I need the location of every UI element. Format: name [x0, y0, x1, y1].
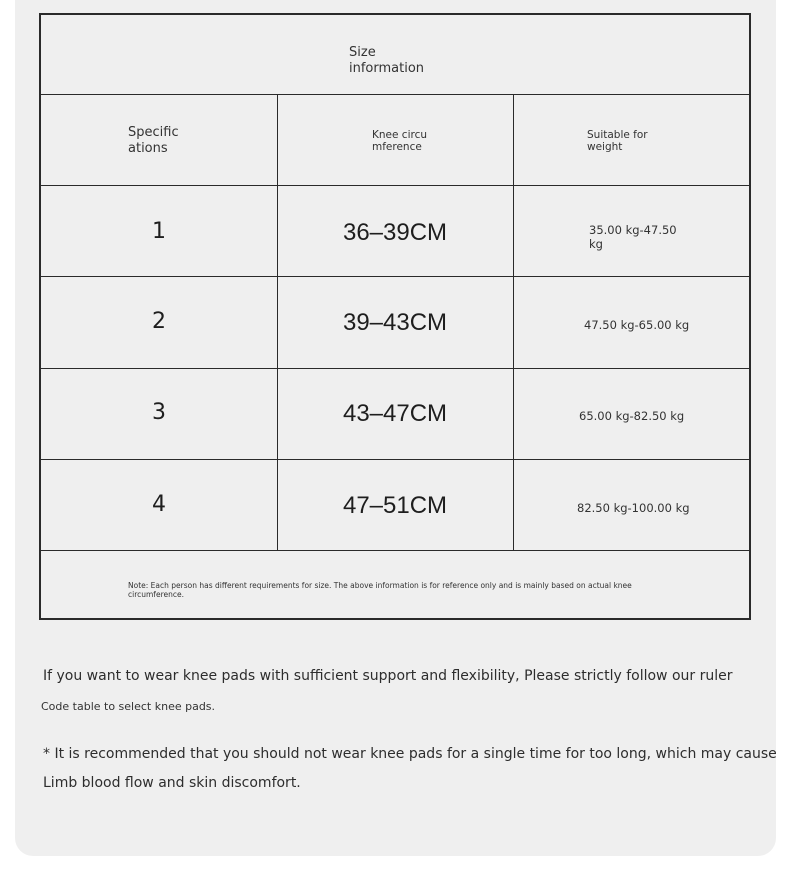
advice-line-3: * It is recommended that you should not wear knee pads for a single time for too long, which may cause — [43, 746, 777, 762]
table-divider — [41, 276, 749, 277]
table-note: Note: Each person has different requirements for size. The above information is for reference only and is mainly based on actual knee circumference. — [128, 581, 632, 599]
table-divider — [41, 550, 749, 551]
table-title: Size information — [349, 45, 425, 76]
row-3-knee: 43–47CM — [342, 400, 448, 427]
table-divider — [41, 185, 749, 186]
table-divider — [41, 459, 749, 460]
row-3-spec: 3 — [152, 400, 166, 425]
row-1-knee: 36–39CM — [342, 219, 448, 246]
size-table — [39, 13, 751, 620]
advice-line-4: Limb blood flow and skin discomfort. — [43, 775, 301, 791]
row-2-weight: 47.50 kg-65.00 kg — [584, 318, 690, 332]
header-knee-circumference: Knee circu mference — [372, 129, 428, 153]
table-divider — [513, 95, 514, 551]
table-divider — [41, 368, 749, 369]
row-2-knee: 39–43CM — [342, 309, 448, 336]
row-4-spec: 4 — [152, 492, 166, 517]
table-divider — [41, 94, 749, 95]
advice-line-1: If you want to wear knee pads with sufficient support and flexibility, Please strictly follow our ruler — [43, 668, 733, 684]
header-specifications: Specific ations — [128, 125, 179, 156]
advice-line-2: Code table to select knee pads. — [41, 700, 216, 713]
row-4-knee: 47–51CM — [342, 492, 448, 519]
row-3-weight: 65.00 kg-82.50 kg — [579, 409, 685, 423]
row-1-spec: 1 — [152, 219, 166, 244]
row-4-weight: 82.50 kg-100.00 kg — [577, 501, 690, 515]
row-2-spec: 2 — [152, 309, 166, 334]
header-suitable-weight: Suitable for weight — [587, 129, 648, 153]
row-1-weight: 35.00 kg-47.50 kg — [589, 223, 677, 251]
